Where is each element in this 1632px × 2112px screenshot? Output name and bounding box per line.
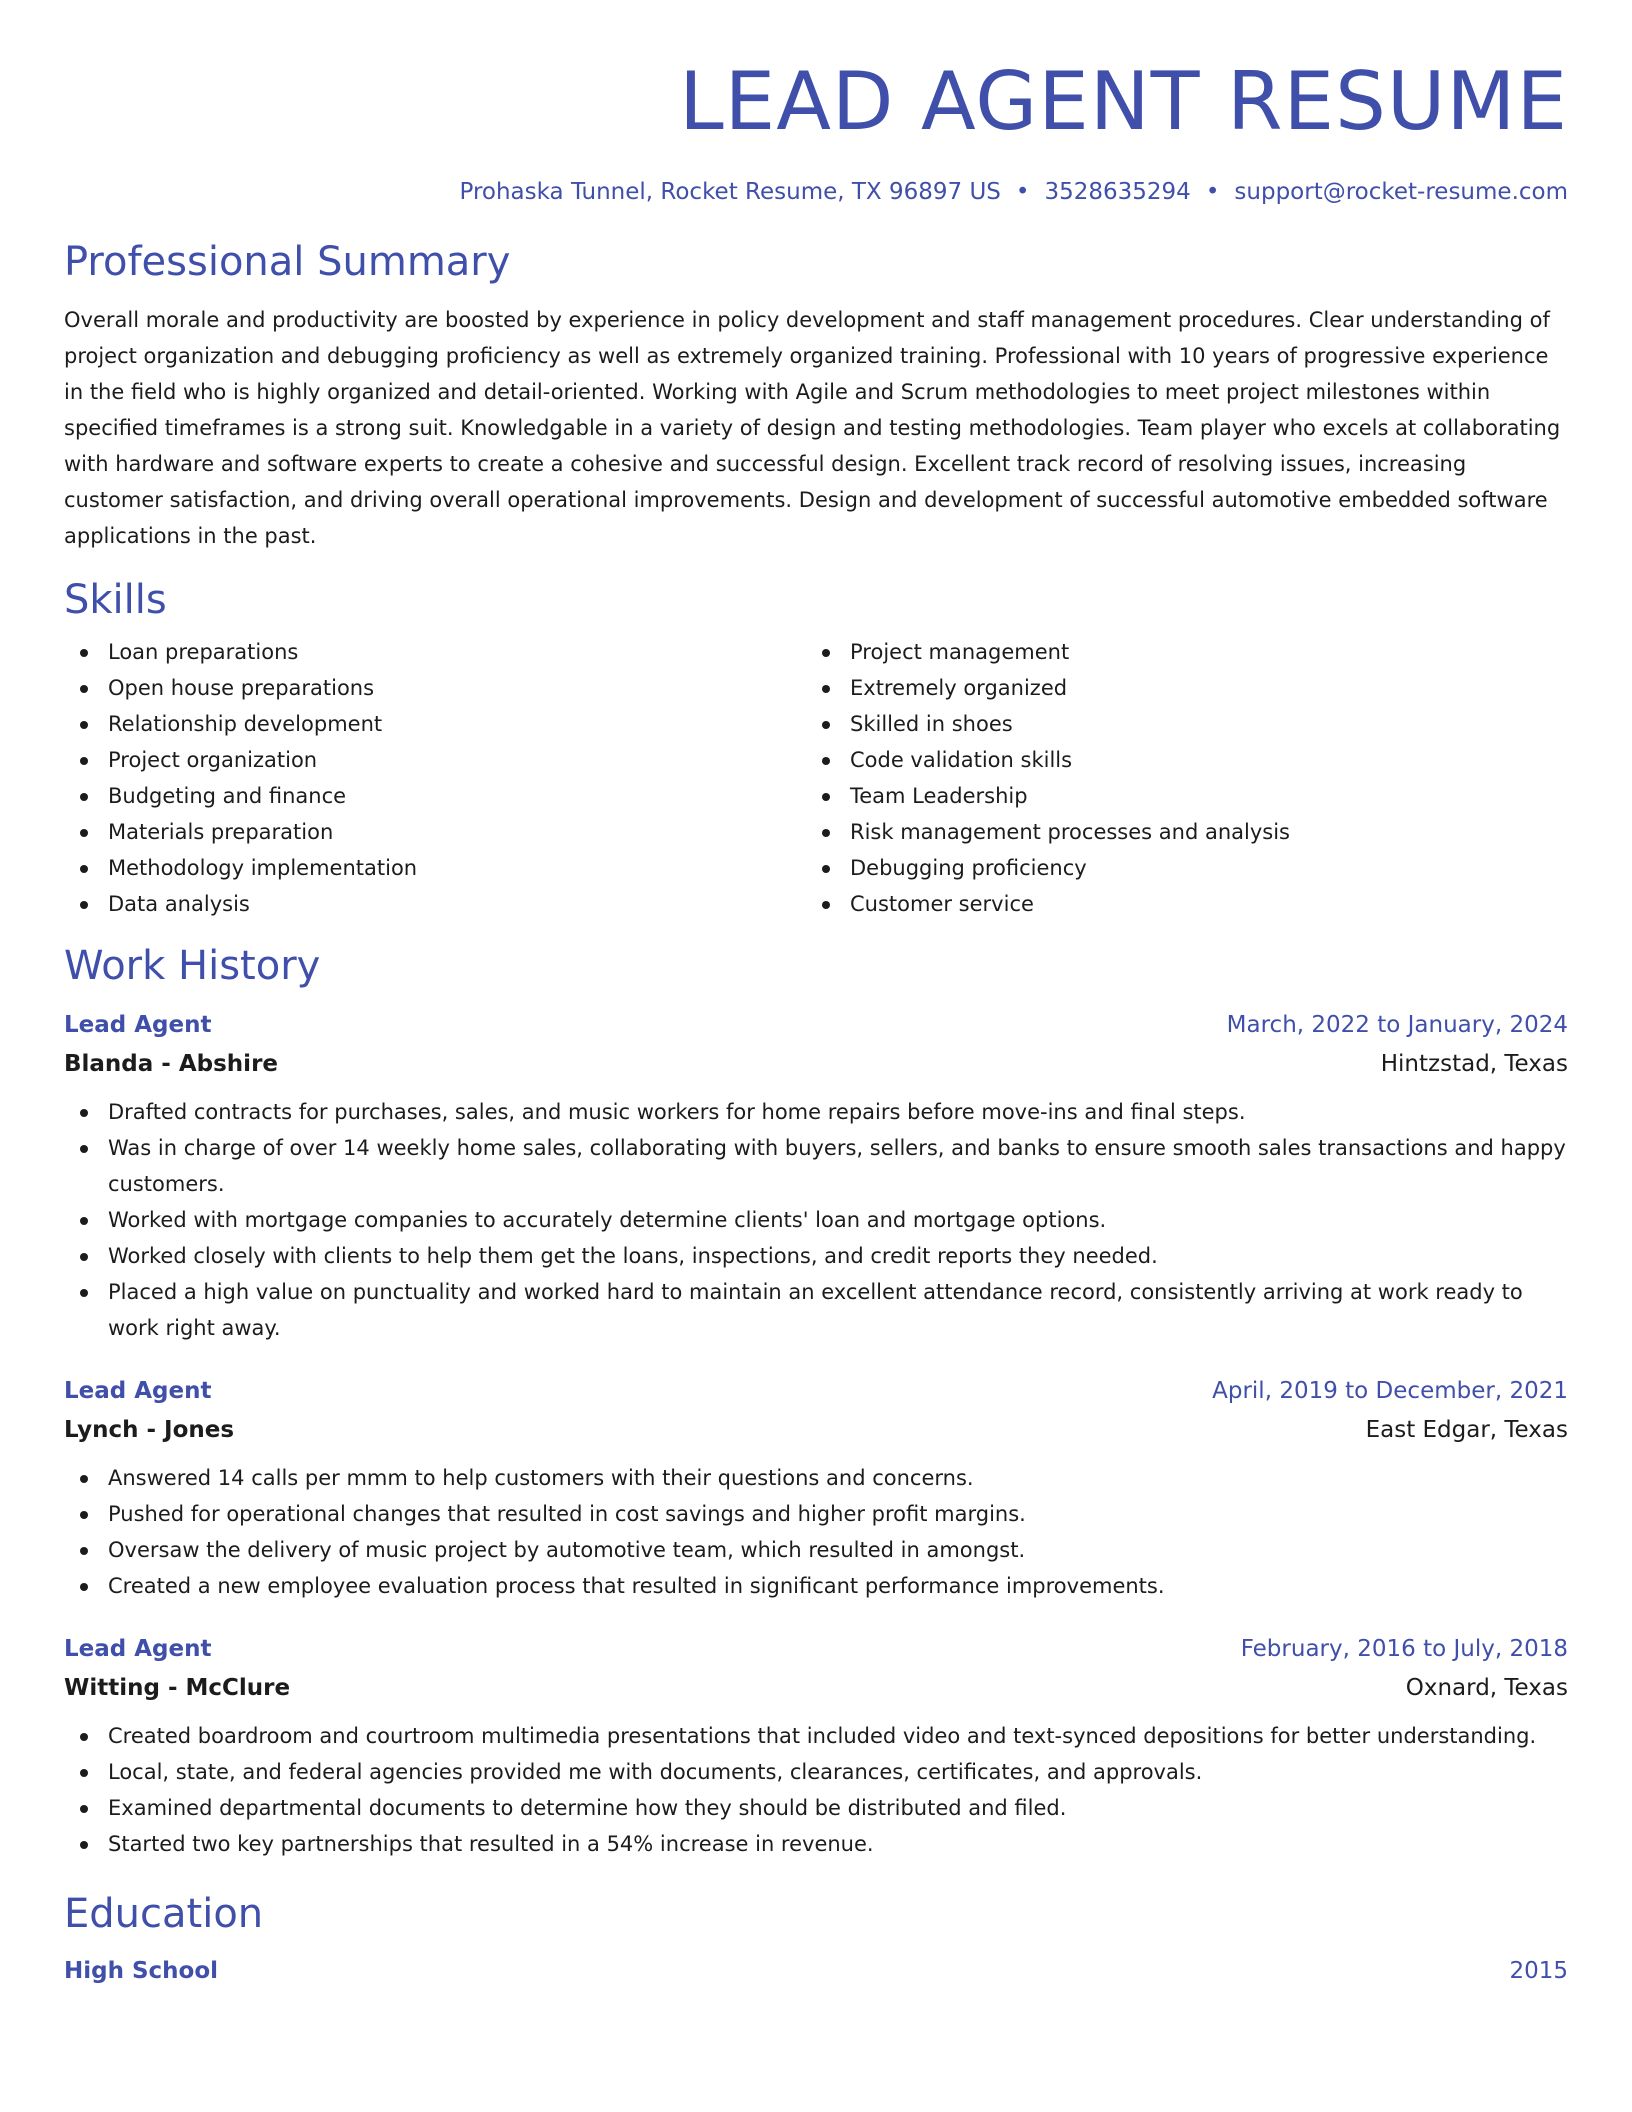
job-entry <box>64 1630 1568 1862</box>
job-duties <box>64 1718 1568 1862</box>
job-dates: February, 2016 to July, 2018 <box>1240 1636 1568 1662</box>
section-heading-skills: Skills <box>64 577 167 623</box>
education-degree: High School <box>64 1958 219 1984</box>
skill-item: Risk management processes and analysis <box>806 814 1548 850</box>
duty-item: Worked with mortgage companies to accurately determine clients' loan and mortgage options. <box>64 1202 1568 1238</box>
job-dates: April, 2019 to December, 2021 <box>1212 1378 1568 1404</box>
education-section <box>64 1888 1568 1990</box>
skill-item: Project management <box>806 634 1548 670</box>
job-title: Lead Agent <box>64 1636 212 1662</box>
skill-item: Methodology implementation <box>64 850 806 886</box>
skill-item: Loan preparations <box>64 634 806 670</box>
contact-phone: 3528635294 <box>1044 179 1191 205</box>
job-entry <box>64 1006 1568 1346</box>
skill-item: Project organization <box>64 742 806 778</box>
skill-item: Data analysis <box>64 886 806 922</box>
skills-list-right <box>806 634 1548 922</box>
job-title: Lead Agent <box>64 1378 212 1404</box>
skill-item: Code validation skills <box>806 742 1548 778</box>
summary-text: Overall morale and productivity are boosted by experience in policy development and staff management procedures. Clear understanding of project organization and debugging proficiency as well as extremely organized training. Professional with 10 years of progressive experience in the field who is highly organized and detail-oriented. Working with Agile and Scrum methodologies to meet project milestones within specified timeframes is a strong suit. Knowledgable in a variety of design and testing methodologies. Team player who excels at collaborating with hardware and software experts to create a cohesive and successful design. Excellent track record of resolving issues, increasing customer satisfaction, and driving overall operational improvements. Design and development of successful automotive embedded software applications in the past. <box>64 308 1561 548</box>
education-entry <box>64 1952 1568 1990</box>
duty-item: Drafted contracts for purchases, sales, and music workers for home repairs before move-ins and final steps. <box>64 1094 1568 1130</box>
skill-item: Budgeting and finance <box>64 778 806 814</box>
summary-section <box>64 236 1568 554</box>
duty-item: Pushed for operational changes that resulted in cost savings and higher profit margins. <box>64 1496 1568 1532</box>
duty-item: Answered 14 calls per mmm to help customers with their questions and concerns. <box>64 1460 1568 1496</box>
job-header <box>64 1372 1568 1410</box>
job-location: Oxnard, Texas <box>1405 1675 1568 1701</box>
job-subheader <box>64 1668 1568 1708</box>
duty-item: Examined departmental documents to determine how they should be distributed and filed. <box>64 1790 1568 1826</box>
section-heading-summary: Professional Summary <box>64 239 511 285</box>
section-heading-work: Work History <box>64 943 321 989</box>
job-header <box>64 1630 1568 1668</box>
education-year: 2015 <box>1509 1958 1568 1984</box>
contact-separator: • <box>1205 179 1220 205</box>
job-header <box>64 1006 1568 1044</box>
duty-item: Created boardroom and courtroom multimedia presentations that included video and text-synced depositions for better understanding. <box>64 1718 1568 1754</box>
job-subheader <box>64 1044 1568 1084</box>
job-company: Blanda - Abshire <box>64 1051 279 1077</box>
contact-line <box>64 176 1568 208</box>
skill-item: Debugging proficiency <box>806 850 1548 886</box>
contact-separator: • <box>1015 179 1030 205</box>
duty-item: Placed a high value on punctuality and worked hard to maintain an excellent attendance record, consistently arriving at work ready to work right away. <box>64 1274 1568 1346</box>
duty-item: Created a new employee evaluation process that resulted in significant performance improvements. <box>64 1568 1568 1604</box>
job-title: Lead Agent <box>64 1012 212 1038</box>
resume-title: LEAD AGENT RESUME <box>679 55 1568 148</box>
contact-email: support@rocket-resume.com <box>1234 179 1568 205</box>
skills-columns <box>64 634 1568 922</box>
duty-item: Local, state, and federal agencies provided me with documents, clearances, certificates, and approvals. <box>64 1754 1568 1790</box>
skills-section <box>64 574 1568 922</box>
job-entry <box>64 1372 1568 1604</box>
skill-item: Materials preparation <box>64 814 806 850</box>
job-duties <box>64 1094 1568 1346</box>
duty-item: Worked closely with clients to help them get the loans, inspections, and credit reports they needed. <box>64 1238 1568 1274</box>
skill-item: Team Leadership <box>806 778 1548 814</box>
work-history-section <box>64 940 1568 1862</box>
job-company: Lynch - Jones <box>64 1417 235 1443</box>
job-company: Witting - McClure <box>64 1675 291 1701</box>
job-location: East Edgar, Texas <box>1365 1417 1568 1443</box>
skill-item: Customer service <box>806 886 1548 922</box>
job-dates: March, 2022 to January, 2024 <box>1226 1012 1568 1038</box>
contact-address: Prohaska Tunnel, Rocket Resume, TX 96897 US <box>459 179 1001 205</box>
duty-item: Started two key partnerships that resulted in a 54% increase in revenue. <box>64 1826 1568 1862</box>
skill-item: Relationship development <box>64 706 806 742</box>
job-duties <box>64 1460 1568 1604</box>
job-subheader <box>64 1410 1568 1450</box>
duty-item: Was in charge of over 14 weekly home sales, collaborating with buyers, sellers, and banks to ensure smooth sales transactions and happy customers. <box>64 1130 1568 1202</box>
skill-item: Open house preparations <box>64 670 806 706</box>
skill-item: Skilled in shoes <box>806 706 1548 742</box>
duty-item: Oversaw the delivery of music project by automotive team, which resulted in amongst. <box>64 1532 1568 1568</box>
section-heading-education: Education <box>64 1891 264 1937</box>
skill-item: Extremely organized <box>806 670 1548 706</box>
resume-page <box>64 0 1568 1990</box>
job-location: Hintzstad, Texas <box>1380 1051 1568 1077</box>
skills-list-left <box>64 634 806 922</box>
